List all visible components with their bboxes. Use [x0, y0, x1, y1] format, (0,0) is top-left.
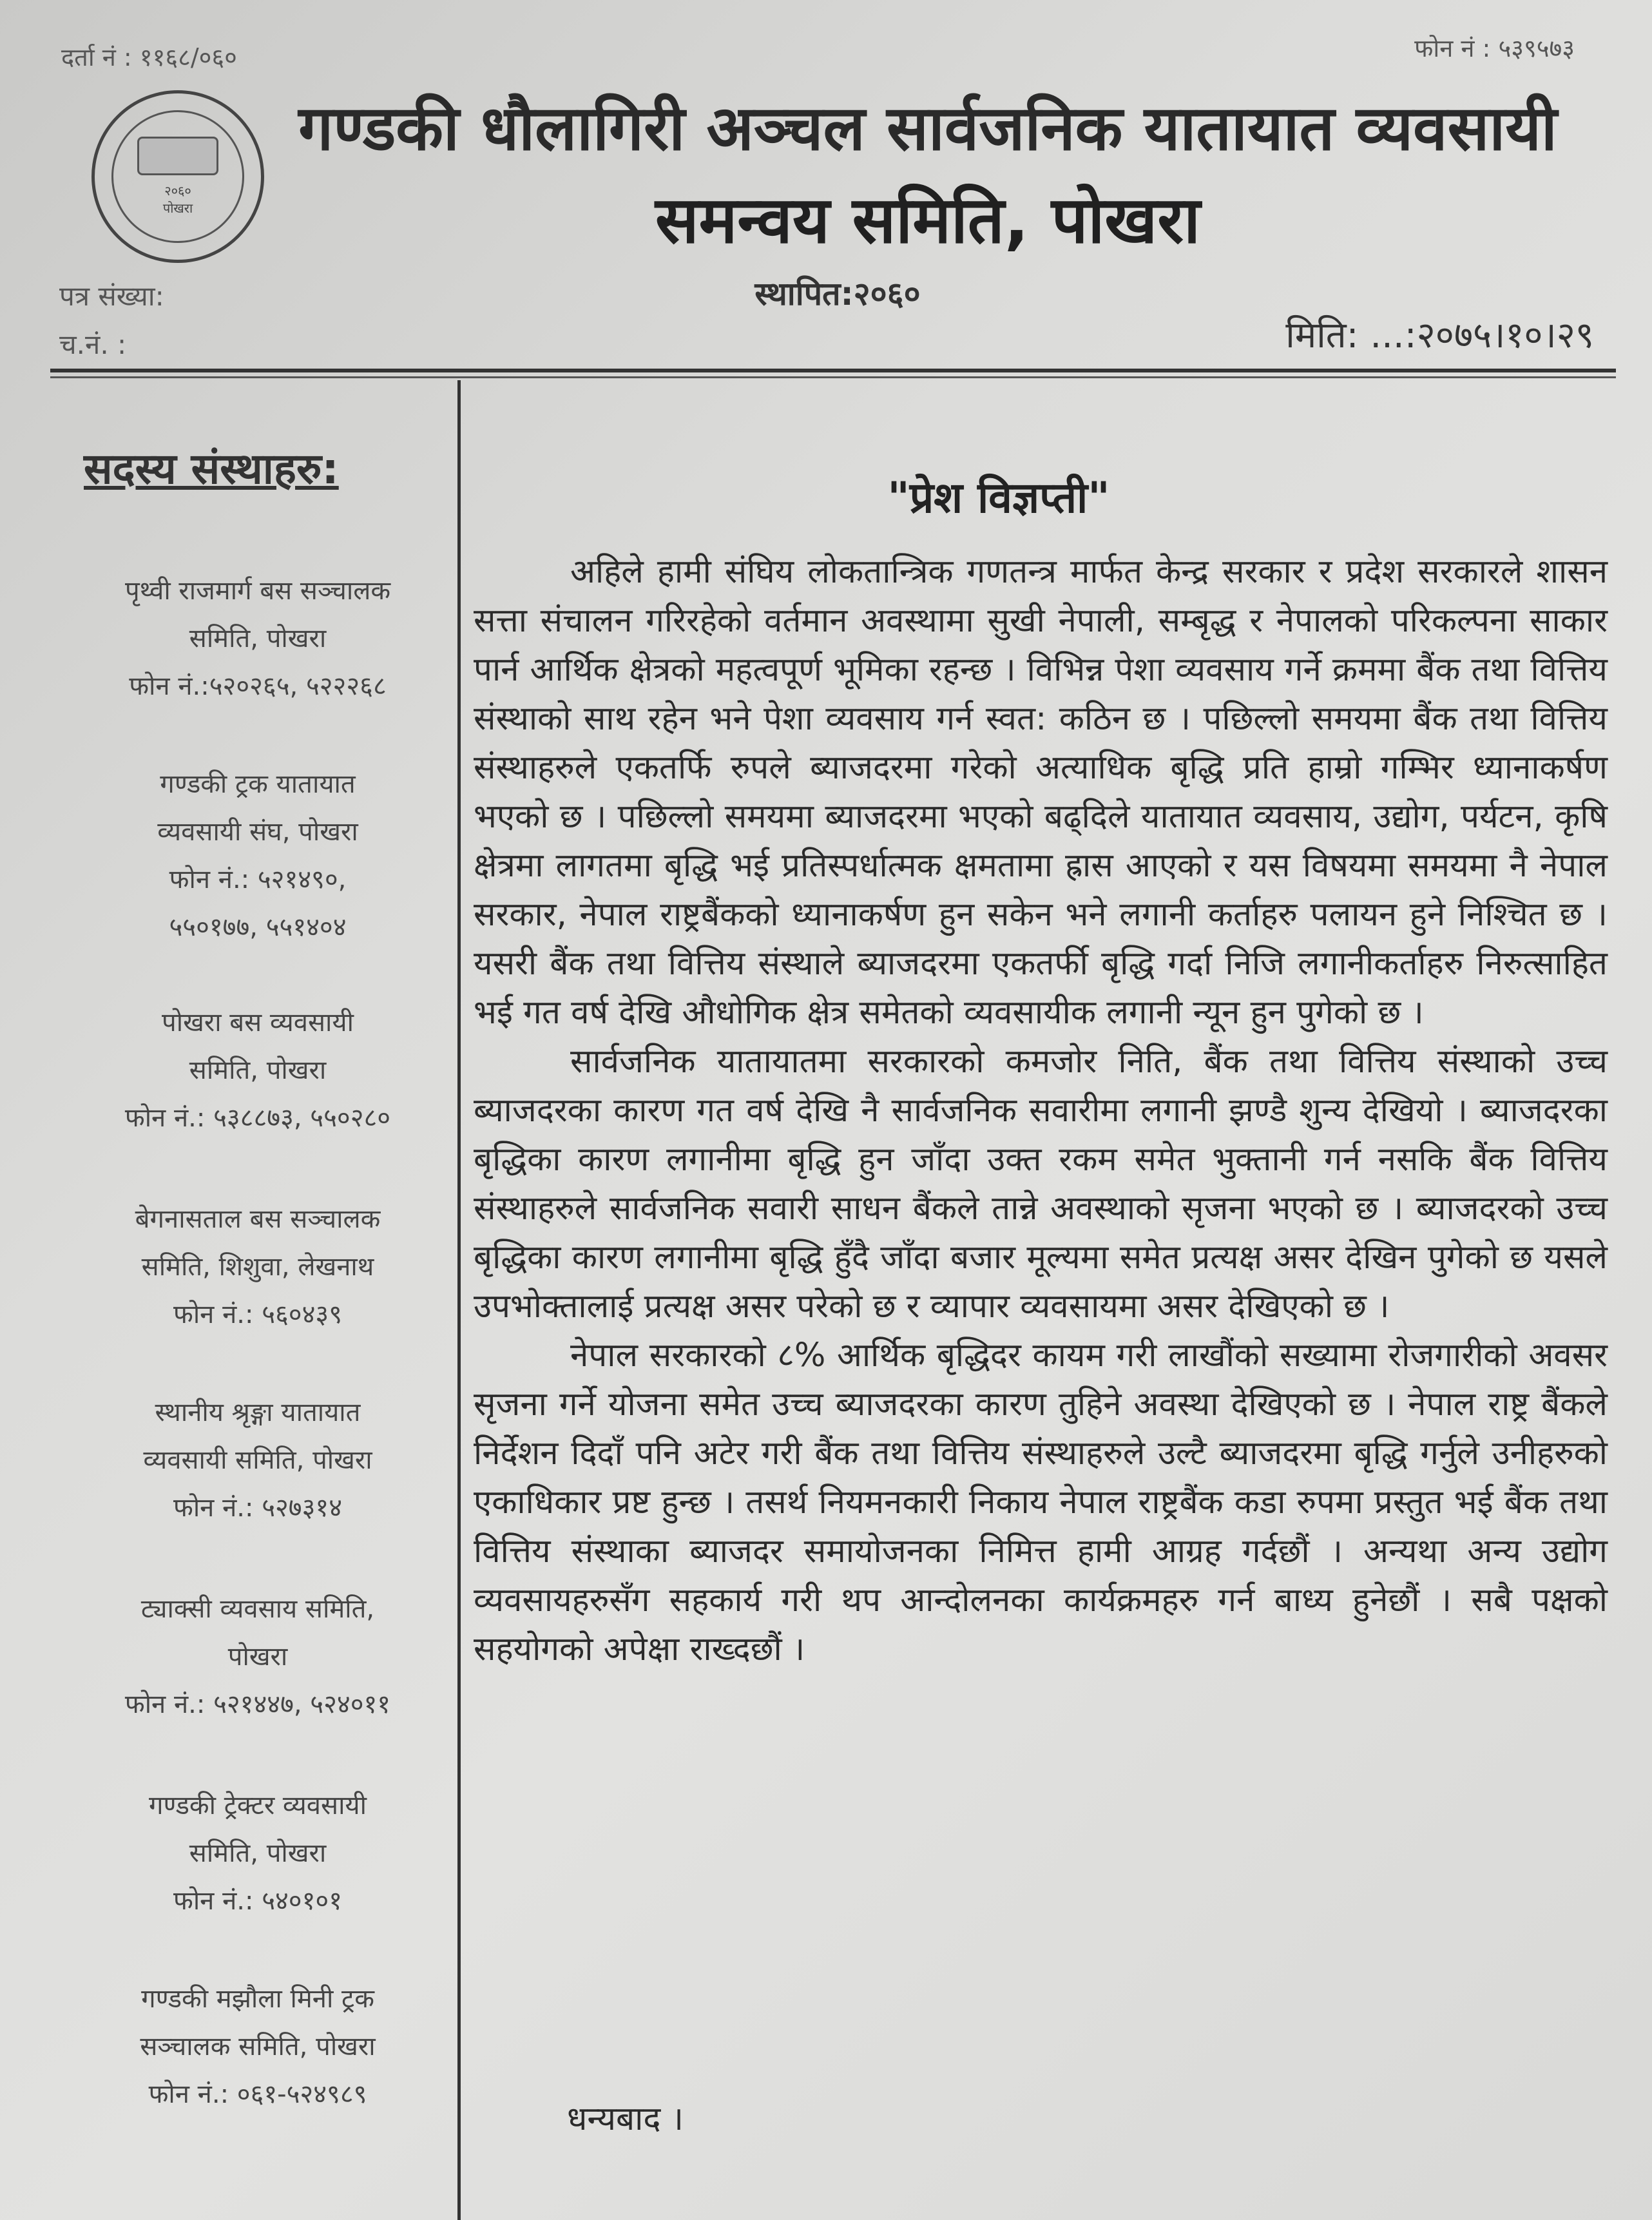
column-divider: [457, 380, 461, 2220]
press-release-body: [474, 548, 1608, 1674]
body-paragraph: अहिले हामी संघिय लोकतान्त्रिक गणतन्त्र मार्फत केन्द्र सरकार र प्रदेश सरकारले शासन सत्ता संचालन गरिरहेको वर्तमान अवस्थामा सुखी नेपाली, सम्बृद्ध र नेपालको परिकल्पना साकार पार्न आर्थिक क्षेत्रको महत्वपूर्ण भूमिका रहन्छ । विभिन्न पेशा व्यवसाय गर्ने क्रममा बैंक तथा वित्तिय संस्थाको साथ रहेन भने पेशा व्यवसाय गर्न स्वत: कठिन छ । पछिल्लो समयमा बैंक तथा वित्तिय संस्थाहरुले एकतर्फि रुपले ब्याजदरमा गरेको अत्याधिक बृद्धि प्रति हाम्रो गम्भिर ध्यानाकर्षण भएको छ । पछिल्लो समयमा ब्याजदरमा भएको बढ्दिले यातायात व्यवसाय, उद्योग, पर्यटन, कृषि क्षेत्रमा लागतमा बृद्धि भई प्रतिस्पर्धात्मक क्षमतामा ह्रास आएको र यस विषयमा समयमा नै नेपाल सरकार, नेपाल राष्ट्रबैंकको ध्यानाकर्षण हुन सकेन भने लगानी कर्ताहरु पलायन हुने निश्चित छ । यसरी बैंक तथा वित्तिय संस्थाले ब्याजदरमा एकतर्फी बृद्धि गर्दा निजि लगानीकर्ताहरु निरुत्साहित भई गत वर्ष देखि औधोगिक क्षेत्र समेतको व्यवसायीक लगानी न्यून हुन पुगेको छ ।: [474, 553, 1608, 1032]
member-line: व्यवसायी समिति, पोखरा: [143, 1445, 372, 1475]
member-organization: [71, 1782, 445, 1925]
body-paragraph: नेपाल सरकारको ८% आर्थिक बृद्धिदर कायम गरी लाखौंको सख्यामा रोजगारीको अवसर सृजना गर्ने योजना समेत उच्च ब्याजदरका कारण तुहिने अवस्था देखिएको छ । नेपाल राष्ट्र बैंकले निर्देशन दिदाँ पनि अटेर गरी बैंक तथा वित्तिय संस्थाहरुले उल्टै ब्याजदरमा बृद्धि गर्नुले उनीहरुको एकाधिकार प्रष्ट हुन्छ । तसर्थ नियमनकारी निकाय नेपाल राष्ट्रबैंक कडा रुपमा प्रस्तुत भई बैंक तथा वित्तिय संस्थाका ब्याजदर समायोजनका निमित्त हामी आग्रह गर्दछौं । अन्यथा अन्य उद्योग व्यवसायहरुसँग सहकार्य गरी थप आन्दोलनका कार्यक्रमहरु गर्न बाध्य हुनेछौं । सबै पक्षको सहयोगको अपेक्षा राख्दछौं ।: [474, 1337, 1608, 1668]
established-year: स्थापित:२०६०: [754, 275, 921, 313]
body-paragraph: सार्वजनिक यातायातमा सरकारको कमजोर निति, बैंक तथा वित्तिय संस्थाको उच्च ब्याजदरका कारण गत वर्ष देखि नै सार्वजनिक सवारीमा लगानी झण्डै शुन्य देखियो । ब्याजदरका बृद्धिका कारण लगानीमा बृद्धि हुन जाँदा उक्त रकम समेत भुक्तानी गर्न नसकि बैंक वित्तिय संस्थाहरुले सार्वजनिक सवारी साधन बैंकले तान्ने अवस्थाको सृजना भएको छ । ब्याजदरको उच्च बृद्धिका कारण लगानीमा बृद्धि हुँदै जाँदा बजार मूल्यमा समेत प्रत्यक्ष असर देखिन पुगेको छ यसले उपभोक्तालाई प्रत्यक्ष असर परेको छ र व्यापार व्यवसायमा असर देखिएको छ ।: [474, 1043, 1608, 1326]
member-line: समिति, शिशुवा, लेखनाथ: [141, 1252, 374, 1282]
press-release-title: "प्रेश विज्ञप्ती": [887, 473, 1110, 523]
header-divider-thin: [50, 376, 1616, 378]
member-phone: फोन नं.: ५६०४३९: [173, 1300, 343, 1329]
member-phone: फोन नं.: ५२७३१४: [173, 1493, 343, 1523]
letter-date: मिति: ...:२०७५।१०।२९: [1285, 314, 1594, 356]
member-phone: फोन नं.:५२०२६५, ५२२२६८: [129, 671, 387, 701]
member-line: स्थानीय श्रृङ्गा यातायात: [155, 1398, 361, 1427]
seal-inner: [111, 110, 244, 243]
member-organization: [71, 760, 445, 951]
member-phone: फोन नं.: ५२१४९०,: [169, 865, 347, 894]
member-line: गण्डकी मझौला मिनी ट्रक: [141, 1984, 374, 2014]
member-line: गण्डकी ट्रेक्टर व्यवसायी: [149, 1791, 367, 1820]
member-phone: फोन नं.: ५३८८७३, ५५०२८०: [124, 1103, 391, 1133]
member-organization: [71, 1585, 445, 1728]
member-organization: [71, 1975, 445, 2118]
member-organization: [71, 1389, 445, 1532]
member-organization: [71, 1195, 445, 1338]
header-divider: [50, 369, 1616, 372]
member-phone: फोन नं.: ०६१-५२४९८९: [148, 2080, 367, 2109]
member-line: ट्याक्सी व्यवसाय समिति,: [140, 1594, 375, 1624]
closing-thanks: धन्यबाद ।: [567, 2100, 684, 2138]
member-line: समिति, पोखरा: [189, 624, 327, 653]
member-line: पोखरा बस व्यवसायी: [162, 1008, 354, 1038]
handshake-icon: [137, 137, 218, 175]
member-phone: ५५०१७७, ५५१४०४: [169, 912, 347, 942]
seal-city: पोखरा: [162, 200, 193, 216]
member-line: पोखरा: [227, 1642, 288, 1672]
member-organization: [71, 999, 445, 1142]
seal-year: २०६०: [164, 183, 191, 198]
member-line: समिति, पोखरा: [189, 1056, 327, 1085]
member-line: व्यवसायी संघ, पोखरा: [157, 817, 358, 847]
organization-name-line2: समन्वय समिति, पोखरा: [655, 182, 1201, 258]
member-line: गण्डकी ट्रक यातायात: [160, 769, 356, 799]
member-phone: फोन नं.: ५२१४४७, ५२४०११: [124, 1690, 391, 1719]
member-line: सञ्चालक समिति, पोखरा: [140, 2032, 376, 2061]
members-title: सदस्य संस्थाहरु:: [84, 444, 339, 494]
letter-number-label: पत्र संख्या:: [59, 280, 164, 312]
member-line: समिति, पोखरा: [189, 1839, 327, 1868]
organization-seal-logo: [91, 90, 264, 263]
member-phone: फोन नं.: ५४०१०१: [173, 1886, 343, 1916]
dispatch-number-label: च.नं. :: [59, 329, 127, 360]
member-organization: [71, 567, 445, 710]
organization-name-line1: गण्डकी धौलागिरी अञ्चल सार्वजनिक यातायात व्यवसायी: [298, 92, 1557, 164]
registration-number: दर्ता नं : ११६८/०६०: [61, 43, 237, 72]
member-line: पृथ्वी राजमार्ग बस सञ्चालक: [124, 576, 391, 606]
member-line: बेगनासताल बस सञ्चालक: [135, 1204, 381, 1234]
header-phone: फोन नं : ५३९५७३: [1414, 34, 1575, 63]
